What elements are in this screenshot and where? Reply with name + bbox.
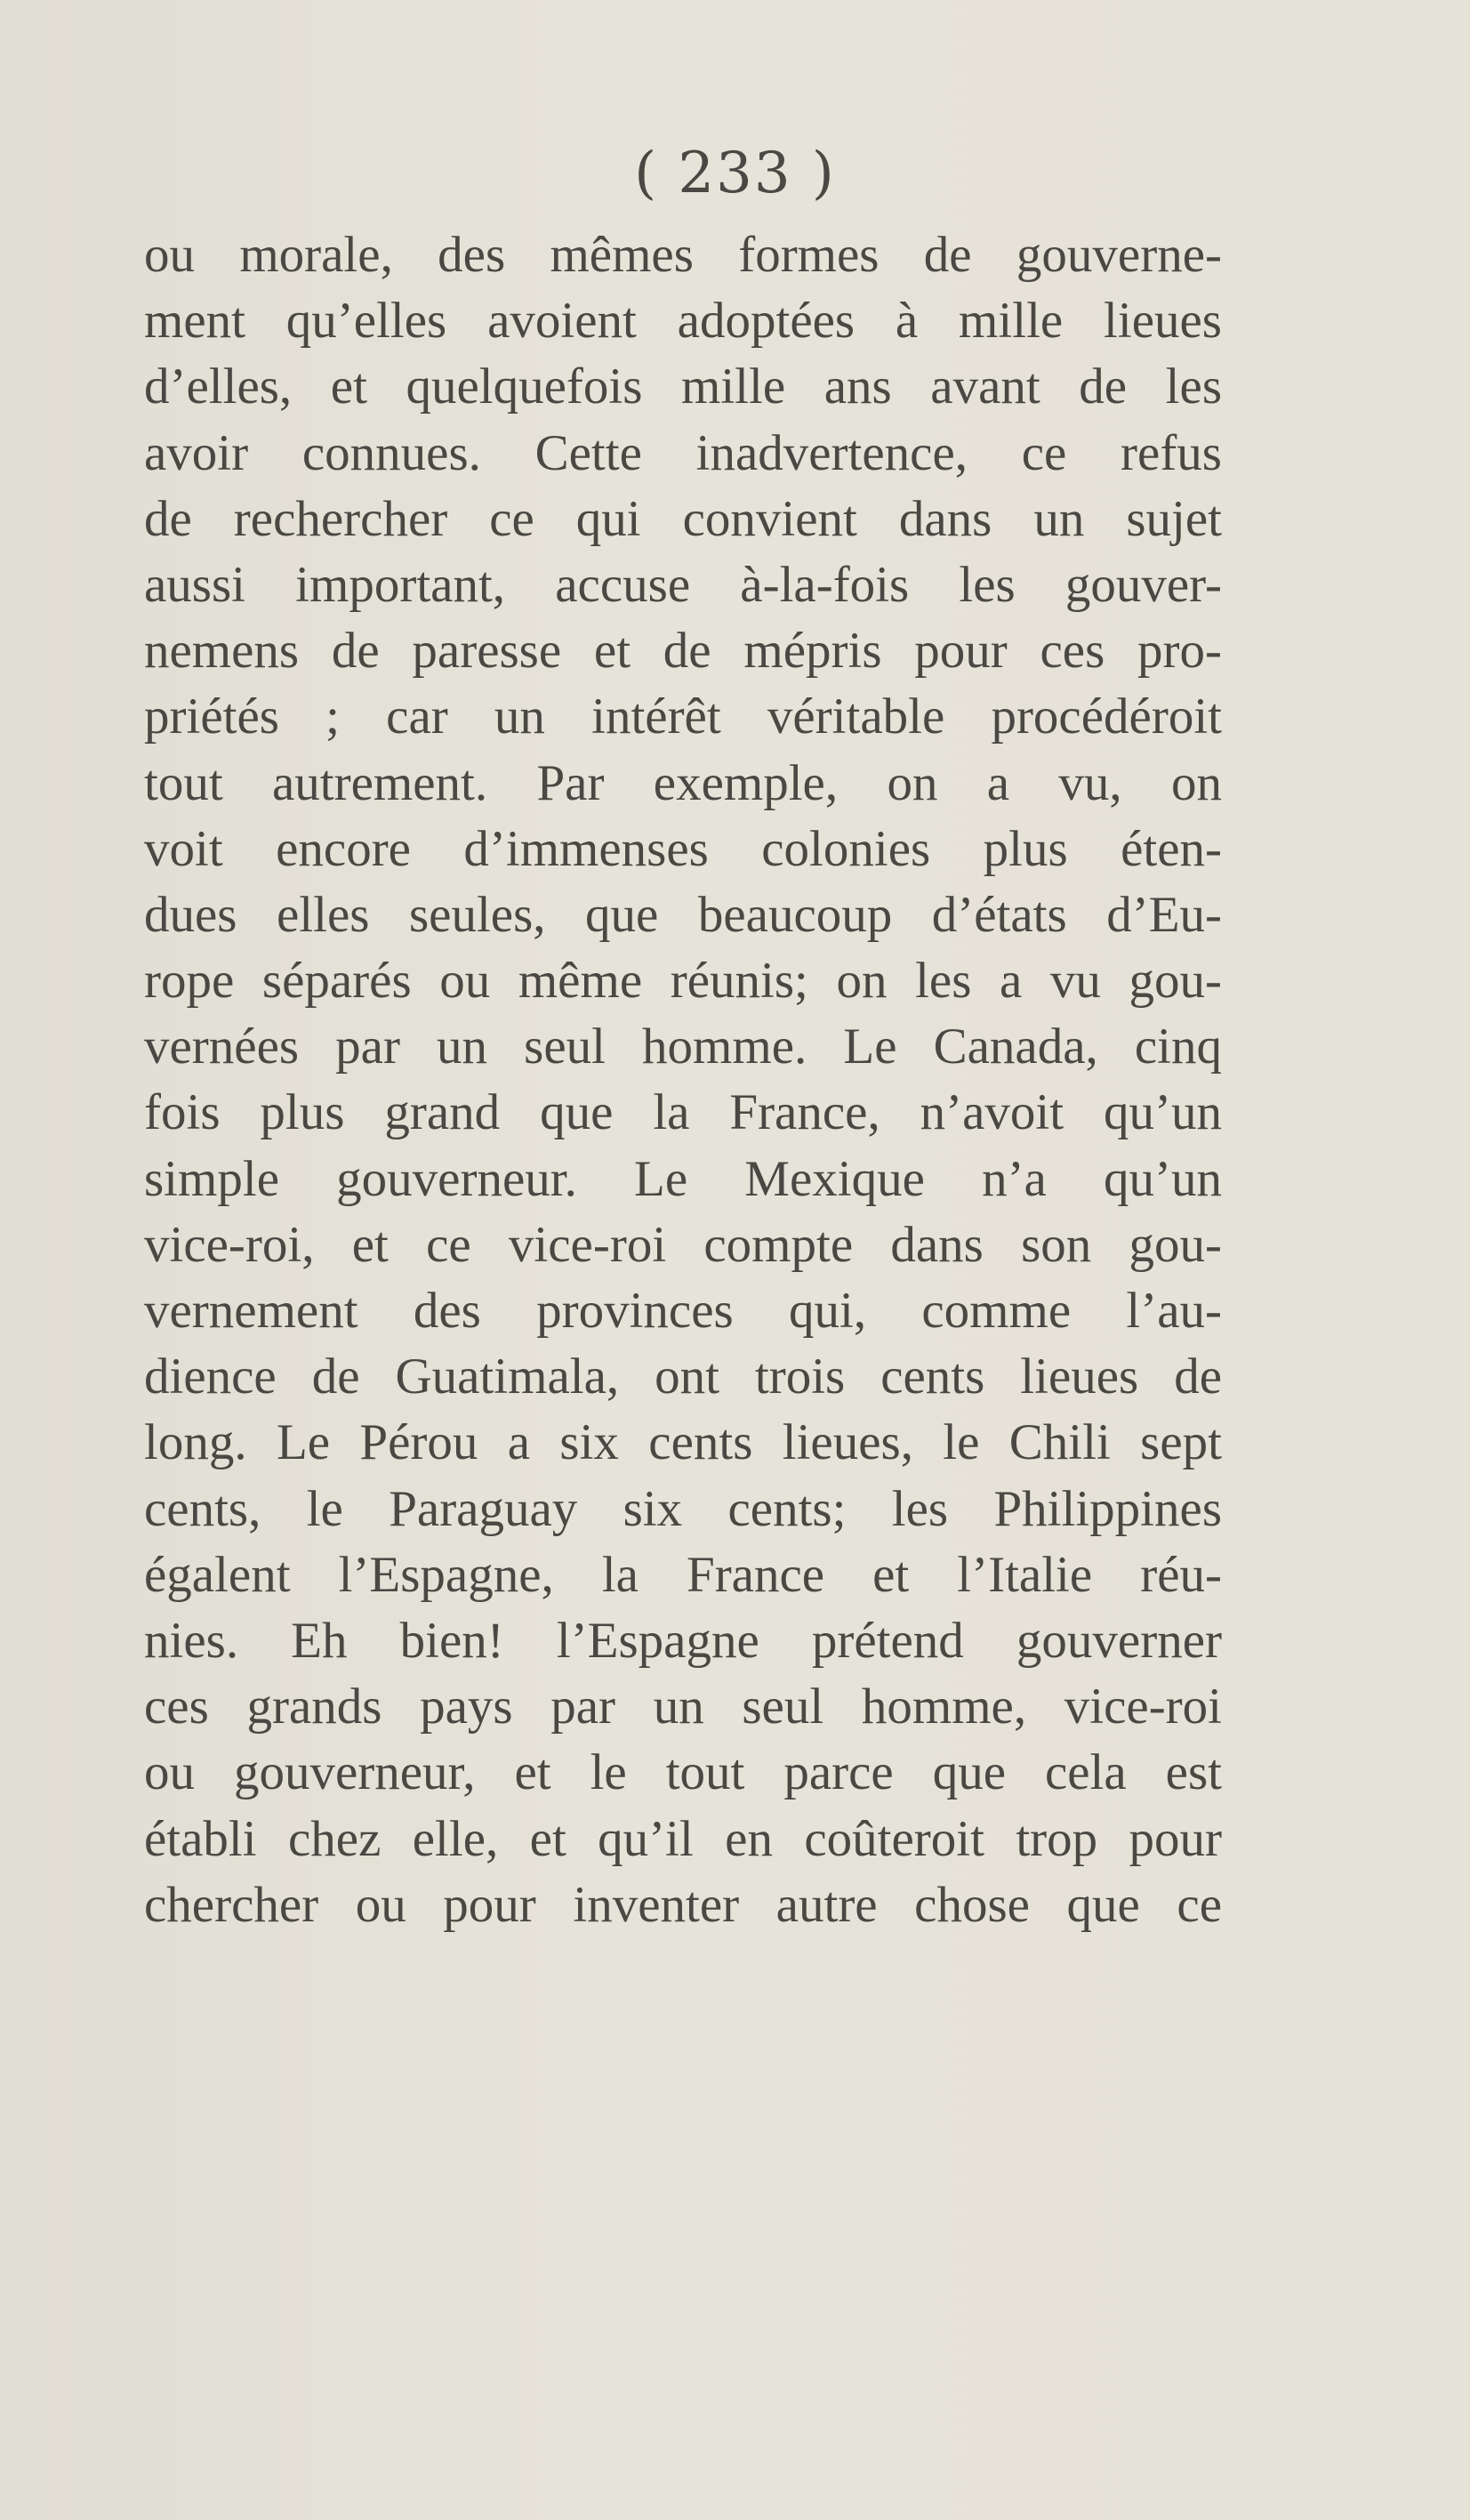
text-line: vice-roi, et ce vice-roi compte dans son gou-	[144, 1216, 1222, 1273]
text-line: ces grands pays par un seul homme, vice-roi	[144, 1679, 1222, 1735]
text-line: aussi important, accuse à-la-fois les gouver-	[144, 556, 1222, 613]
text-line: égalent l’Espagne, la France et l’Italie réu-	[144, 1546, 1222, 1603]
text-line: voit encore d’immenses colonies plus éten-	[144, 820, 1222, 877]
text-line: dues elles seules, que beaucoup d’états d’Eu-	[144, 886, 1222, 943]
text-line: dience de Guatimala, ont trois cents lieues de	[144, 1349, 1222, 1405]
text-line: simple gouverneur. Le Mexique n’a qu’un	[144, 1150, 1222, 1207]
text-line: d’elles, et quelquefois mille ans avant de les	[144, 358, 1222, 415]
text-line: nemens de paresse et de mépris pour ces pro-	[144, 623, 1222, 680]
text-line: établi chez elle, et qu’il en coûteroit trop pour	[144, 1810, 1222, 1867]
text-line: de rechercher ce qui convient dans un sujet	[144, 490, 1222, 547]
text-line: tout autrement. Par exemple, on a vu, on	[144, 754, 1222, 811]
page-number: ( 233 )	[634, 141, 836, 206]
text-line: chercher ou pour inventer autre chose que ce	[144, 1876, 1222, 1933]
text-line: nies. Eh bien! l’Espagne prétend gouverner	[144, 1612, 1222, 1669]
text-line: ou morale, des mêmes formes de gouverne-	[144, 227, 1222, 283]
text-line: rope séparés ou même réunis; on les a vu gou-	[144, 953, 1222, 1010]
text-line: long. Le Pérou a six cents lieues, le Chili sept	[144, 1414, 1222, 1471]
text-line: cents, le Paraguay six cents; les Philippines	[144, 1480, 1222, 1537]
text-line: avoir connues. Cette inadvertence, ce refus	[144, 424, 1222, 481]
text-line: priétés ; car un intérêt véritable procédéroit	[144, 688, 1222, 745]
text-line: vernées par un seul homme. Le Canada, cinq	[144, 1018, 1222, 1075]
text-line: ou gouverneur, et le tout parce que cela est	[144, 1744, 1222, 1801]
text-line: ment qu’elles avoient adoptées à mille lieues	[144, 293, 1222, 350]
text-line: fois plus grand que la France, n’avoit qu’un	[144, 1084, 1222, 1141]
text-line: vernement des provinces qui, comme l’au-	[144, 1283, 1222, 1339]
body-text	[144, 222, 1222, 1938]
